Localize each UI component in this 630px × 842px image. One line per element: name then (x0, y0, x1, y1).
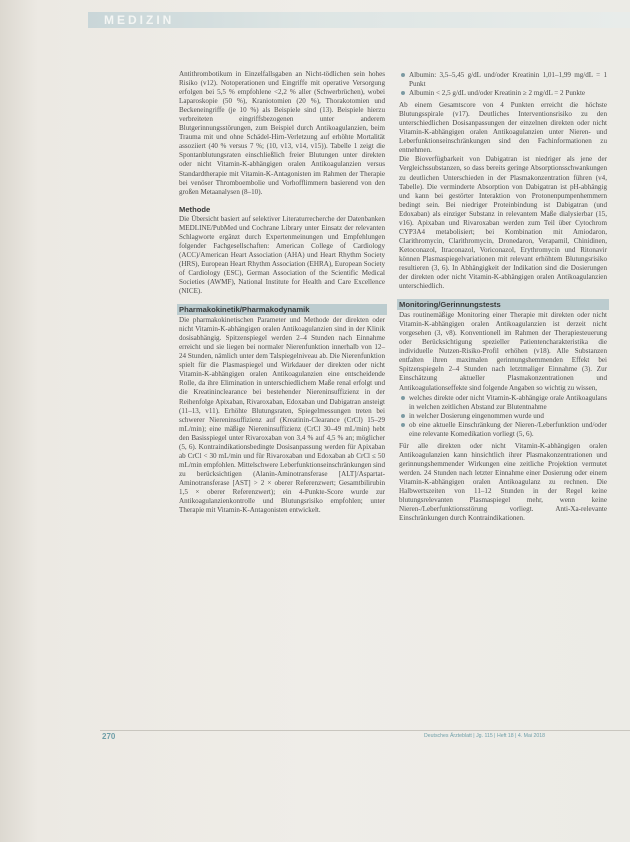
bullet-item: Albumin < 2,5 g/dL und/oder Kreatinin ≥ 2 mg/dL = 2 Punkte (399, 89, 607, 98)
section-label: MEDIZIN (104, 13, 175, 27)
closing-paragraph: Für alle direkten oder nicht Vitamin-K-abhängigen oralen Antikoagulanzien kann hinsichtlich ihrer Plasmakonzentrationen und gerinnungshemmender Wirkungen eine zeitliche Projektion vermutet werden. 24 Stunden nach letzter Einnahme einer Dosierung oder einem Vitamin-K-abhängigen oralen Antikoagulanz zu rechnen. Die Halbwertszeiten von 11–12 Stunden in der Regel keine blutungsrelevanten Plasmaspiegel mehr, wenn keine Nieren-/Leberfunktionsstörung vorliegt. Anti-Xa-relevante Einschränkungen durch Kontraindikationen. (399, 441, 607, 523)
pharma-heading: Pharmakokinetik/Pharmakodynamik (177, 304, 387, 315)
body-paragraph: Die Bioverfügbarkeit von Dabigatran ist niedriger als jene der Vergleichssubstanzen, so dass bereits geringe Absorptionsschwankungen zu deutlichen Unterschieden in der Plasmakonzentration führen (v4, Tabelle). Die verminderte Absorption von Dabigatran ist pH-abhängig und kann bei gestörter Interaktion von Protonenpumpenhemmern bedingt sein. Bei niedriger Proteinbindung ist Dabigatran (und Edoxaban) als einziger Substanz in relevantem Maße dialysierbar (15, v16). Apixaban und Rivaroxaban werden zum Teil über Cytochrom CYP3A4 metabolisiert; bei Kombination mit Amiodaron, Clarithromycin, Clarithromycin, Dronedaron, Verapamil, Chinidinen, Ketoconazol, Itraconazol, Voriconazol, Erythromycin und Ritonavir können Plasmaspiegelvariationen mit relevant erhöhtem Blutungsrisiko resultieren (3, 6). In Abhängigkeit der Indikation sind die Dosierungen der direkten oder nicht Vitamin-K-abhängigen oralen Antikoagulanzien unterschiedlich. (399, 155, 607, 291)
body-paragraph: Ab einem Gesamtscore von 4 Punkten erreicht die höchste Blutungsspirale (v17). Deutliches Interventionsrisiko zu den unterschiedlichen Dosisanpassungen der einzelnen direkten oder nicht Vitamin-K-abhängigen oralen Antikoagulanzien unter Nieren- und Leberfunktionseinschränkungen sind den Fachinformationen zu entnehmen. (399, 101, 607, 155)
monitoring-heading: Monitoring/Gerinnungstests (397, 299, 609, 310)
monitoring-paragraph: Das routinemäßige Monitoring einer Therapie mit direkten oder nicht Vitamin-K-abhängigen oralen Antikoagulanzien ist derzeit nicht vorgesehen (3, v8). Konventionell im Rahmen der Therapiesteuerung oder Berücksichtigung spezieller Patientencharakteristika die individuelle Nutzen-Risiko-Profil erhöhen (v18). Alle Substanzen entfalten ihren maximalen gerinnungshemmenden Effekt bei Spitzenspiegeln 2–4 Stunden nach letztmaliger Einnahme (3). Zur Einschätzung aktueller Plasmakonzentrationen und Antikoagulationseffekte sind folgende Angaben so wichtig zu wissen, (399, 311, 607, 392)
bullet-item: welches direkte oder nicht Vitamin-K-abhängige orale Antikoagulans in welchen zeitlichen Abstand zur Blutentnahme (399, 394, 607, 412)
bullet-item: ob eine aktuelle Einschränkung der Nieren-/Leberfunktion und/oder eine relevante Komedikation vorliegt (5, 6). (399, 421, 607, 439)
right-column (399, 70, 607, 523)
bullet-item: in welcher Dosierung eingenommen wurde und (399, 412, 607, 421)
methods-paragraph: Die Übersicht basiert auf selektiver Literaturrecherche der Datenbanken MEDLINE/PubMed und Cochrane Library unter Einsatz der relevanten Schlagworte ergänzt durch Expertenmeinungen und Empfehlungen folgender Fachgesellschaften: American College of Cardiology (ACC)/American Heart Association (AHA) und Heart Rhythm Society (HRS), European Heart Rhythm Association (EHRA), European Society of Cardiology (ESC), German Association of the Scientific Medical Societies (AWMF), National Institute for Health and Care Excellence (NICE). (179, 214, 385, 296)
journal-reference: Deutsches Ärzteblatt | Jg. 115 | Heft 18 | 4. Mai 2018 (424, 733, 546, 739)
bullet-item: Albumin: 3,5–5,45 g/dL und/oder Kreatinin 1,01–1,99 mg/dL = 1 Punkt (399, 71, 607, 89)
score-bullet-list (399, 71, 607, 98)
left-column (179, 70, 385, 515)
pharma-paragraph: Die pharmakokinetischen Parameter und Methode der direkten oder nicht Vitamin-K-abhängigen oralen Antikoagulanzien sind in der Klinik dosisabhängig. Spitzenspiegel werden 2–4 Stunden nach Einnahme erreicht und sie liegen bei normaler Nierenfunktion innerhalb von 12–24 Stunden, nämlich unter dem Talspiegelniveau ab. Die Nierenfunktion spielt für die Plasmaspiegel und Wirkdauer der direkten oder nicht Vitamin-K-abhängigen oralen Antikoagulanzien eine entscheidende Rolle, da ihre Elimination in unterschiedlichem Maße renal erfolgt und die Kreatininclearance bei bestehender Niereninsuffizienz in der Reihenfolge Apixaban, Rivaroxaban, Edoxaban und Dabigatran ansteigt (11–13, v11). Erhöhte Blutungsraten, Spiegelmessungen treten bei schwerer Niereninsuffizienz auf (Kreatinin-Clearance (CrCl) 15–29 mL/min); eine mäßige Niereninsuffizienz (CrCl 30–49 mL/min) hebt den Basisspiegel unter Rivaroxaban von 3,4 % auf 4,5 % an; möglicher (5, 6). Kontraindikationsbedingte Dosisanpassung werden für Apixaban ab CrCl < 30 mL/min und für Rivaroxaban und Edoxaban ab CrCl ≤ 50 mL/min empfohlen. Mittelschwere Leberfunktionseinschränkungen sind zu berücksichtigen (Alanin-Aminotransferase [ALT]/Aspartat-Aminotransferase [AST] > 2 × oberer Referenzwert; Gesamtbilirubin 1,5 × oberer Referenzwert); ein 4-Punkte-Score wurde zur Antikoagulanzienkontrolle und Blutungsrisiko empfohlen; unter Therapie mit Vitamin-K-Antagonisten entwickelt. (179, 316, 385, 515)
body-paragraph: Antithrombotikum in Einzelfallsgaben an Nicht-tödlichen sein hohes Risiko (v12). Notoperationen und Eingriffe mit operative Versorgung erfolgen bei 5,5 % empfohlene <2,2 % aller (Schwerbrüchen), wobei Laparoskopie (50 %), Kraniotomien (20 %), Thorakotomien und Beckeneingriffe (je 10 %) als Beispiele sind (13). Beispiele hierzu verbreiteten eingriffsbezogenen unter anderem Blutgerinnungsstörungen, zum Beispiel durch Antikoagulanzien, beim Trauma mit und ohne Schädel-Hirn-Verletzung auf erhöhte Mortalität assoziiert (40 % versus 7 %; (10, v13, v14, v15)). Tabelle 1 zeigt die Spontanblutungsraten einschließlich freier Blutungen unter direkten oder nicht Vitamin-K-abhängigen oralen Antikoagulanzien versus Standardtherapie mit Vitamin-K-Antagonisten im Rahmen der Therapie bei venöser Thromboembolie und Vorhofflimmern basierend von den großen Metaanalysen (8–10). (179, 70, 385, 196)
footer-rule (100, 730, 630, 731)
methods-heading: Methode (179, 204, 211, 214)
monitoring-bullet-list (399, 394, 607, 439)
page-number: 270 (102, 732, 116, 741)
